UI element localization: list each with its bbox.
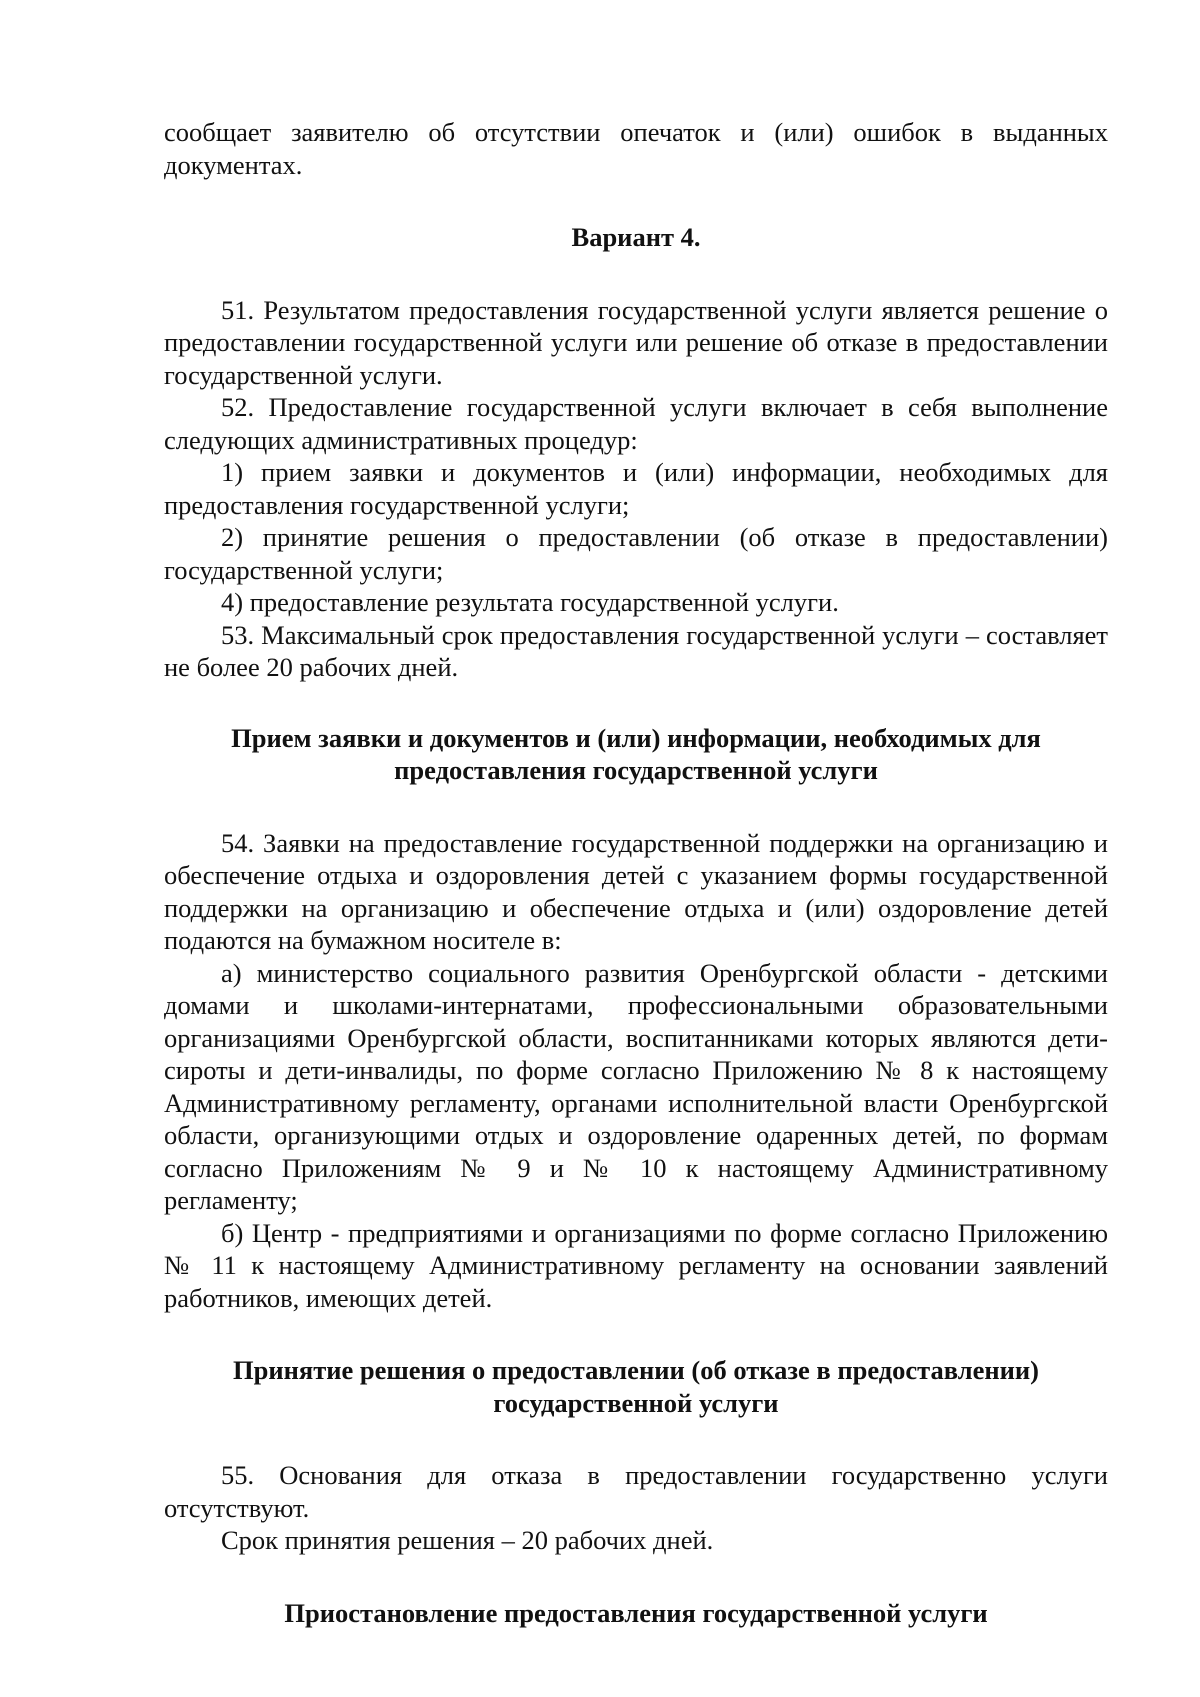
list-item-52-4: 4) предоставление результата государственной услуги.	[221, 587, 839, 617]
list-item-52-2: 2) принятие решения о предоставлении (об отказе в предоставлении) государственной услуги;	[164, 522, 1108, 585]
list-item-54-a: а) министерство социального развития Оренбургской области - детскими домами и школами-интернатами, профессиональными образовательными организациями Оренбургской области, воспитанниками которых являются дети-сироты и дети-инвалиды, по форме согласно Приложению № 8 к настоящему Административному регламенту, органами исполнительной власти Оренбургской области, организующими отдых и оздоровление одаренных детей, по формам согласно Приложениям № 9 и № 10 к настоящему Административному регламенту;	[164, 957, 1108, 1215]
list-item-54-b: б) Центр - предприятиями и организациями по форме согласно Приложению № 11 к настоящему Административному регламенту на основании заявлений работников, имеющих детей.	[164, 1217, 1108, 1313]
section-heading-decision: Принятие решения о предоставлении (об отказе в предоставлении) государственной услуги	[233, 1355, 1039, 1418]
intro-paragraph: сообщает заявителю об отсутствии опечаток и (или) ошибок в выданных документах.	[164, 117, 1108, 180]
paragraph-51: 51. Результатом предоставления государственной услуги является решение о предоставлении государственной услуги или решение об отказе в предоставлении государственной услуги.	[164, 294, 1108, 390]
section-heading-suspension: Приостановление предоставления государственной услуги	[284, 1597, 988, 1628]
list-item-52-1: 1) прием заявки и документов и (или) информации, необходимых для предоставления государственной услуги;	[164, 457, 1108, 520]
variant-heading: Вариант 4.	[571, 222, 701, 252]
paragraph-52: 52. Предоставление государственной услуги включает в себя выполнение следующих административных процедур:	[164, 392, 1108, 455]
paragraph-54: 54. Заявки на предоставление государственной поддержки на организацию и обеспечение отдыха и оздоровления детей с указанием формы государственной поддержки на организацию и обеспечение отдыха и (или) оздоровление детей подаются на бумажном носителе в:	[164, 827, 1108, 955]
document-body	[164, 116, 1108, 1629]
paragraph-55: 55. Основания для отказа в предоставлении государственно услуги отсутствуют.	[164, 1460, 1108, 1523]
decision-term-paragraph: Срок принятия решения – 20 рабочих дней.	[221, 1525, 714, 1555]
paragraph-53: 53. Максимальный срок предоставления государственной услуги – составляет не более 20 рабочих дней.	[164, 619, 1108, 682]
section-heading-reception: Прием заявки и документов и (или) информации, необходимых для предоставления государственной услуги	[231, 722, 1041, 785]
